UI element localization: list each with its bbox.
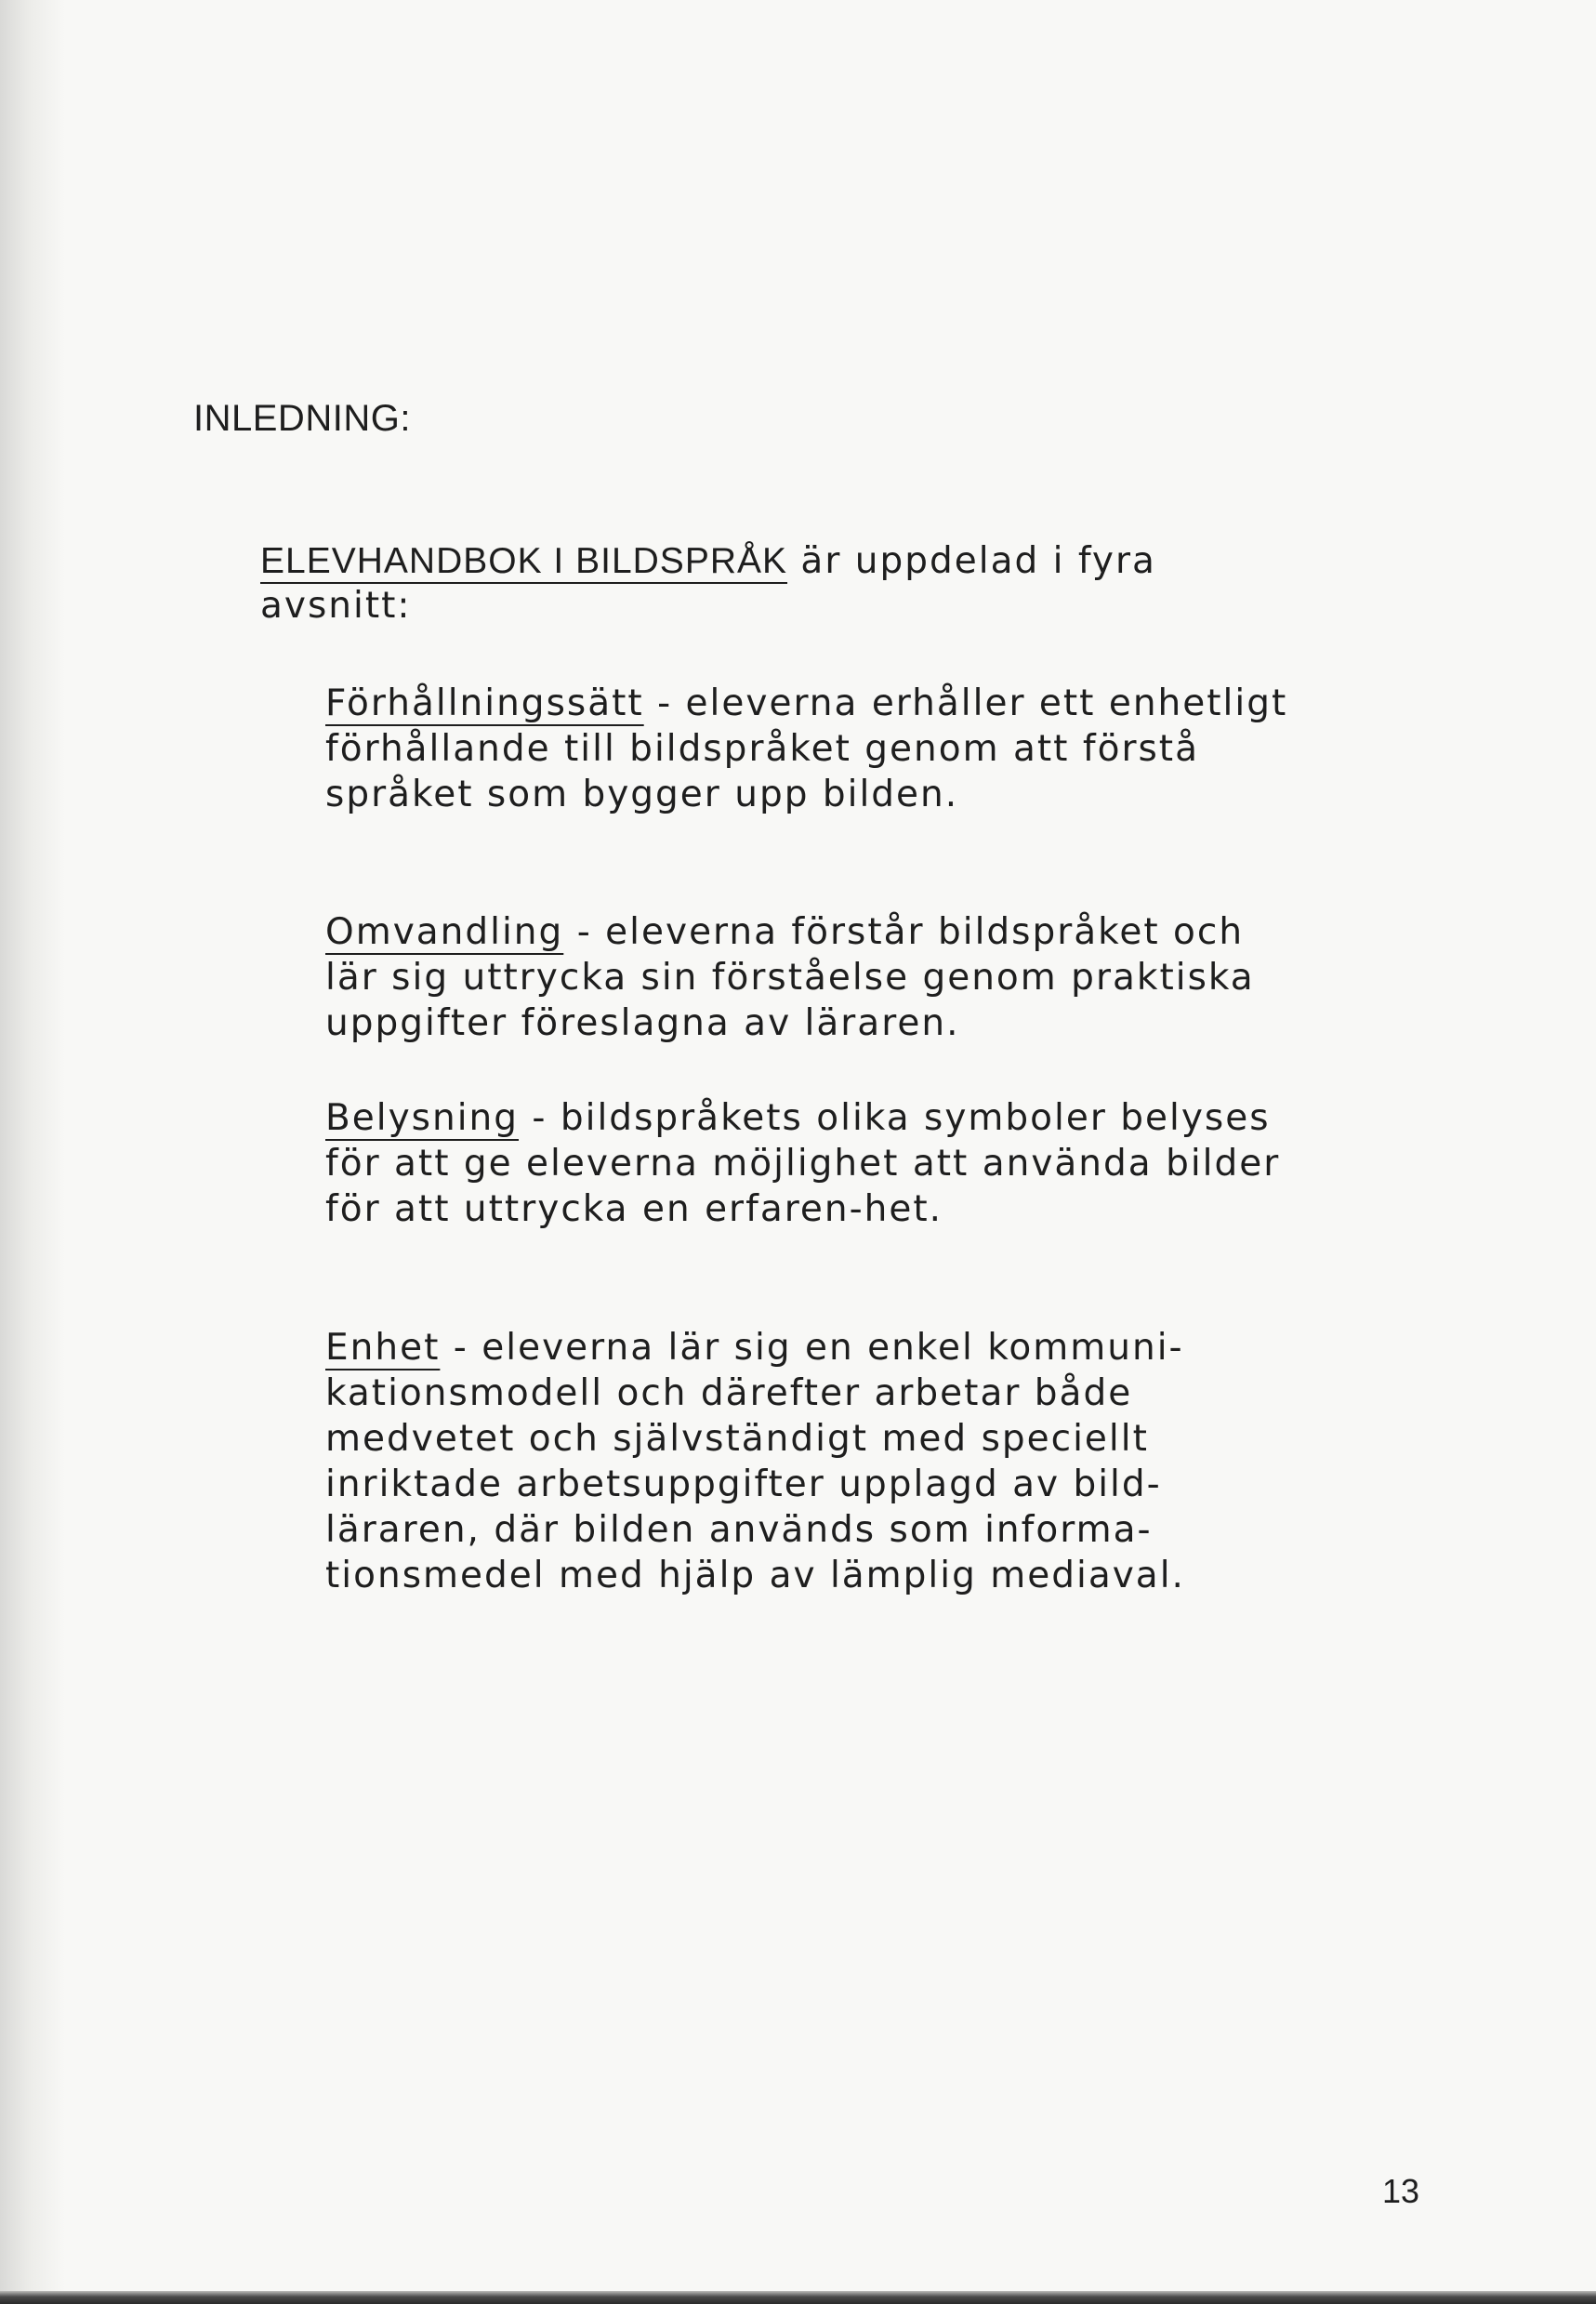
section-text: - eleverna förstår bildspråket och lär sig uttrycka sin förståelse genom praktiska uppgifter föreslagna av läraren. bbox=[325, 911, 1255, 1044]
intro-paragraph bbox=[260, 539, 1283, 629]
section-term: Belysning bbox=[325, 1097, 520, 1139]
section-belysning bbox=[325, 1095, 1292, 1232]
page-binding-shadow bbox=[0, 0, 65, 2304]
book-title: ELEVHANDBOK I BILDSPRÅK bbox=[260, 541, 788, 581]
section-enhet bbox=[325, 1325, 1292, 1598]
section-term: Omvandling bbox=[325, 911, 564, 953]
section-text: - eleverna lär sig en enkel kommuni-kationsmodell och därefter arbetar både medvetet och självständigt med speciellt inriktade arbetsuppgifter upplagd av bild-läraren, där bilden används som informa-tionsmedel med hjälp av lämplig mediaval. bbox=[325, 1327, 1185, 1596]
page-bottom-edge bbox=[0, 2291, 1596, 2304]
section-omvandling bbox=[325, 909, 1292, 1046]
section-term: Enhet bbox=[325, 1327, 441, 1369]
intro-text: är uppdelad i fyra avsnitt: bbox=[260, 540, 1156, 627]
page-number: 13 bbox=[1382, 2172, 1420, 2210]
section-text: - bildspråkets olika symboler belyses för att ge eleverna möjlighet att använda bilder för att uttrycka en erfaren-het. bbox=[325, 1097, 1281, 1230]
section-text: - eleverna erhåller ett enhetligt förhållande till bildspråket genom att förstå språket som bygger upp bilden. bbox=[325, 682, 1288, 815]
section-forhallningssatt bbox=[325, 681, 1292, 817]
section-term: Förhållningssätt bbox=[325, 682, 644, 724]
page-heading: INLEDNING: bbox=[193, 398, 411, 439]
